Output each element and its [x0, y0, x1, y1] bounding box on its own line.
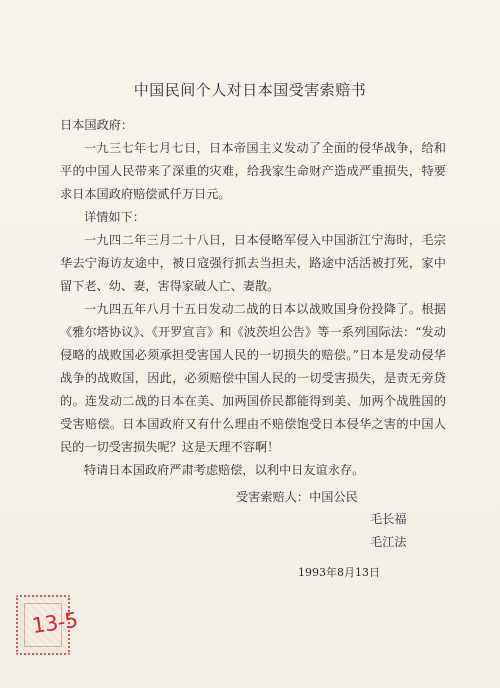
details-heading: 详情如下：	[84, 210, 145, 224]
letter-body	[60, 114, 446, 482]
stamp-number: 13-5	[30, 607, 80, 639]
salutation: 日本国政府：	[60, 118, 134, 132]
claimant-name-1: 毛长福	[370, 512, 407, 526]
archive-stamp	[16, 595, 80, 655]
paragraph-1: 一九三七年七月七日，日本帝国主义发动了全面的侵华战争，给和平的中国人民带来了深重的灾难，给我家生命财产造成严重损失，特要求日本国政府赔偿贰仟万日元。	[60, 141, 446, 201]
claimant-name-2: 毛江法	[370, 535, 407, 549]
paragraph-2: 一九四二年三月二十八日，日本侵略军侵入中国浙江宁海时，毛宗华去宁海访友途中，被日寇强行抓去当担夫，路途中活活被打死，家中留下老、幼、妻，害得家破人亡、妻散。	[60, 233, 446, 293]
paragraph-3: 一九四五年八月十五日发动二战的日本以战败国身份投降了。根据《雅尔塔协议》、《开罗宣言》和《波茨坦公告》等一系列国际法：“发动侵略的战败国必须承担受害国人民的一切损失的赔偿。”日本是发动侵华战争的战败国，因此，必须赔偿中国人民的一切受害损失，是责无旁贷的。连发动二战的日本在美、加两国侨民都能得到美、加两个战胜国的受害赔偿。日本国政府又有什么理由不赔偿饱受日本侵华之害的中国人民的一切受害损失呢？这是天理不容啊！	[60, 302, 446, 454]
document-date: 1993年8月13日	[298, 566, 380, 579]
document-title: 中国民间个人对日本国受害索赔书	[133, 81, 367, 99]
claimants-label: 受害索赔人：中国公民	[236, 490, 358, 504]
paragraph-4: 特请日本国政府严肃考虑赔偿，以利中日友谊永存。	[84, 463, 365, 477]
